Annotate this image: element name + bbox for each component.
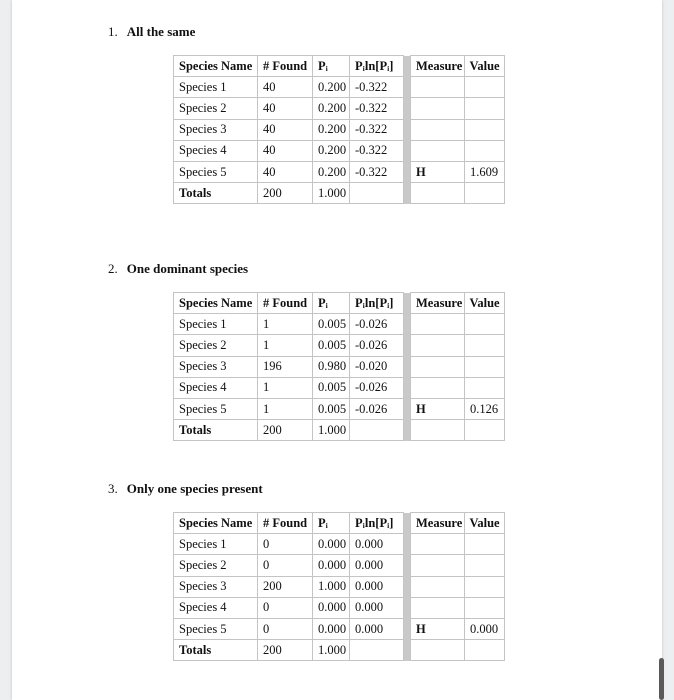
cell-species-name: Totals (174, 420, 258, 441)
cell-found: 40 (258, 77, 313, 98)
cell-pi-ln-pi (350, 183, 404, 204)
cell-value (465, 356, 505, 377)
table-all-the-same (173, 55, 505, 204)
cell-found: 0 (258, 555, 313, 576)
cell-found: 1 (258, 377, 313, 398)
cell-found: 40 (258, 140, 313, 161)
cell-species-name: Species 2 (174, 98, 258, 119)
table-row (174, 576, 505, 597)
header-species-name: Species Name (174, 293, 258, 314)
header-measure: Measure (411, 513, 465, 534)
section-number: 3. (108, 481, 118, 496)
header-found: # Found (258, 56, 313, 77)
column-separator (404, 597, 411, 618)
cell-value (465, 183, 505, 204)
table-one-dominant-species (173, 292, 505, 441)
totals-row (174, 420, 505, 441)
table-row (174, 119, 505, 140)
cell-value (465, 534, 505, 555)
vertical-scrollbar[interactable] (659, 658, 664, 700)
cell-pi-ln-pi: -0.322 (350, 140, 404, 161)
cell-value (465, 140, 505, 161)
column-separator (404, 335, 411, 356)
document-page (12, 0, 662, 700)
cell-species-name: Species 2 (174, 555, 258, 576)
header-found: # Found (258, 293, 313, 314)
cell-species-name: Species 3 (174, 576, 258, 597)
cell-measure (411, 98, 465, 119)
cell-value (465, 77, 505, 98)
cell-found: 1 (258, 398, 313, 419)
cell-measure (411, 597, 465, 618)
cell-measure (411, 377, 465, 398)
cell-measure (411, 314, 465, 335)
column-separator (404, 420, 411, 441)
cell-measure (411, 119, 465, 140)
cell-found: 0 (258, 597, 313, 618)
cell-species-name: Species 1 (174, 314, 258, 335)
cell-pi-ln-pi: -0.026 (350, 398, 404, 419)
column-separator (404, 618, 411, 639)
header-pi: Pᵢ (313, 56, 350, 77)
cell-value (465, 640, 505, 661)
table-row (174, 597, 505, 618)
cell-pi: 0.200 (313, 98, 350, 119)
cell-found: 1 (258, 335, 313, 356)
table-row (174, 398, 505, 419)
column-separator (404, 140, 411, 161)
section-number: 1. (108, 24, 118, 39)
cell-found: 200 (258, 183, 313, 204)
cell-pi-ln-pi: 0.000 (350, 555, 404, 576)
header-value: Value (465, 293, 505, 314)
cell-pi: 1.000 (313, 420, 350, 441)
cell-found: 40 (258, 98, 313, 119)
table-row (174, 335, 505, 356)
cell-measure (411, 534, 465, 555)
column-separator (404, 398, 411, 419)
cell-species-name: Species 5 (174, 618, 258, 639)
section-2-title (108, 261, 248, 277)
cell-found: 1 (258, 314, 313, 335)
cell-value (465, 98, 505, 119)
cell-pi-ln-pi (350, 640, 404, 661)
column-separator (404, 640, 411, 661)
cell-species-name: Species 2 (174, 335, 258, 356)
cell-value: 0.126 (465, 398, 505, 419)
cell-found: 0 (258, 534, 313, 555)
cell-pi-ln-pi: 0.000 (350, 576, 404, 597)
cell-measure (411, 335, 465, 356)
cell-pi: 0.005 (313, 335, 350, 356)
cell-value: 0.000 (465, 618, 505, 639)
cell-pi: 0.200 (313, 77, 350, 98)
cell-value (465, 335, 505, 356)
cell-measure (411, 640, 465, 661)
column-separator (404, 377, 411, 398)
cell-species-name: Species 4 (174, 140, 258, 161)
header-measure: Measure (411, 293, 465, 314)
cell-measure (411, 420, 465, 441)
cell-value (465, 597, 505, 618)
cell-pi-ln-pi: -0.322 (350, 98, 404, 119)
section-1-title (108, 24, 195, 40)
column-separator (404, 161, 411, 182)
table-row (174, 618, 505, 639)
cell-pi: 0.005 (313, 377, 350, 398)
cell-species-name: Species 4 (174, 377, 258, 398)
cell-pi-ln-pi: -0.026 (350, 377, 404, 398)
cell-species-name: Species 1 (174, 77, 258, 98)
cell-value: 1.609 (465, 161, 505, 182)
cell-value (465, 377, 505, 398)
cell-value (465, 119, 505, 140)
table-row (174, 377, 505, 398)
cell-species-name: Species 5 (174, 161, 258, 182)
column-separator (404, 356, 411, 377)
column-separator (404, 183, 411, 204)
table-only-one-species-present (173, 512, 505, 661)
cell-found: 200 (258, 640, 313, 661)
cell-species-name: Species 5 (174, 398, 258, 419)
cell-measure (411, 77, 465, 98)
table-row (174, 77, 505, 98)
table-row (174, 555, 505, 576)
cell-measure (411, 183, 465, 204)
column-separator (404, 513, 411, 534)
cell-pi-ln-pi: 0.000 (350, 597, 404, 618)
header-pi-ln-pi: Pᵢln[Pᵢ] (350, 293, 404, 314)
table-row (174, 161, 505, 182)
column-separator (404, 576, 411, 597)
section-number: 2. (108, 261, 118, 276)
cell-pi-ln-pi: 0.000 (350, 618, 404, 639)
cell-value (465, 314, 505, 335)
table-row (174, 98, 505, 119)
cell-measure (411, 356, 465, 377)
cell-species-name: Species 1 (174, 534, 258, 555)
column-separator (404, 293, 411, 314)
table-row (174, 534, 505, 555)
cell-value (465, 576, 505, 597)
cell-pi: 1.000 (313, 640, 350, 661)
cell-found: 200 (258, 576, 313, 597)
totals-row (174, 640, 505, 661)
column-separator (404, 555, 411, 576)
cell-found: 40 (258, 119, 313, 140)
cell-pi: 1.000 (313, 576, 350, 597)
table-row (174, 356, 505, 377)
cell-measure (411, 555, 465, 576)
cell-found: 40 (258, 161, 313, 182)
header-value: Value (465, 513, 505, 534)
cell-pi: 0.005 (313, 314, 350, 335)
column-separator (404, 98, 411, 119)
cell-pi: 0.200 (313, 140, 350, 161)
table-row (174, 314, 505, 335)
cell-pi: 0.200 (313, 119, 350, 140)
cell-found: 200 (258, 420, 313, 441)
cell-pi-ln-pi: -0.020 (350, 356, 404, 377)
table-header-row (174, 293, 505, 314)
totals-row (174, 183, 505, 204)
cell-pi: 0.000 (313, 597, 350, 618)
cell-value (465, 420, 505, 441)
cell-species-name: Species 3 (174, 356, 258, 377)
cell-pi: 0.000 (313, 618, 350, 639)
cell-pi-ln-pi: -0.026 (350, 335, 404, 356)
header-pi-ln-pi: Pᵢln[Pᵢ] (350, 56, 404, 77)
section-heading: One dominant species (126, 261, 249, 276)
cell-pi: 0.200 (313, 161, 350, 182)
cell-pi-ln-pi: 0.000 (350, 534, 404, 555)
cell-pi-ln-pi: -0.322 (350, 161, 404, 182)
cell-pi: 0.000 (313, 555, 350, 576)
column-separator (404, 314, 411, 335)
header-measure: Measure (411, 56, 465, 77)
cell-species-name: Totals (174, 640, 258, 661)
cell-measure (411, 576, 465, 597)
cell-measure: H (411, 161, 465, 182)
column-separator (404, 119, 411, 140)
section-heading: All the same (126, 24, 196, 39)
cell-value (465, 555, 505, 576)
table-header-row (174, 56, 505, 77)
cell-measure: H (411, 618, 465, 639)
cell-pi-ln-pi: -0.322 (350, 77, 404, 98)
column-separator (404, 56, 411, 77)
header-found: # Found (258, 513, 313, 534)
header-species-name: Species Name (174, 56, 258, 77)
cell-pi-ln-pi: -0.026 (350, 314, 404, 335)
cell-pi: 1.000 (313, 183, 350, 204)
table-row (174, 140, 505, 161)
cell-measure (411, 140, 465, 161)
header-pi-ln-pi: Pᵢln[Pᵢ] (350, 513, 404, 534)
header-pi: Pᵢ (313, 513, 350, 534)
cell-pi-ln-pi (350, 420, 404, 441)
cell-species-name: Species 3 (174, 119, 258, 140)
section-heading: Only one species present (126, 481, 263, 496)
section-3-title (108, 481, 263, 497)
header-value: Value (465, 56, 505, 77)
column-separator (404, 77, 411, 98)
cell-pi-ln-pi: -0.322 (350, 119, 404, 140)
header-species-name: Species Name (174, 513, 258, 534)
cell-species-name: Species 4 (174, 597, 258, 618)
table-header-row (174, 513, 505, 534)
column-separator (404, 534, 411, 555)
header-pi: Pᵢ (313, 293, 350, 314)
cell-species-name: Totals (174, 183, 258, 204)
cell-found: 196 (258, 356, 313, 377)
cell-measure: H (411, 398, 465, 419)
cell-pi: 0.980 (313, 356, 350, 377)
cell-pi: 0.005 (313, 398, 350, 419)
cell-found: 0 (258, 618, 313, 639)
cell-pi: 0.000 (313, 534, 350, 555)
